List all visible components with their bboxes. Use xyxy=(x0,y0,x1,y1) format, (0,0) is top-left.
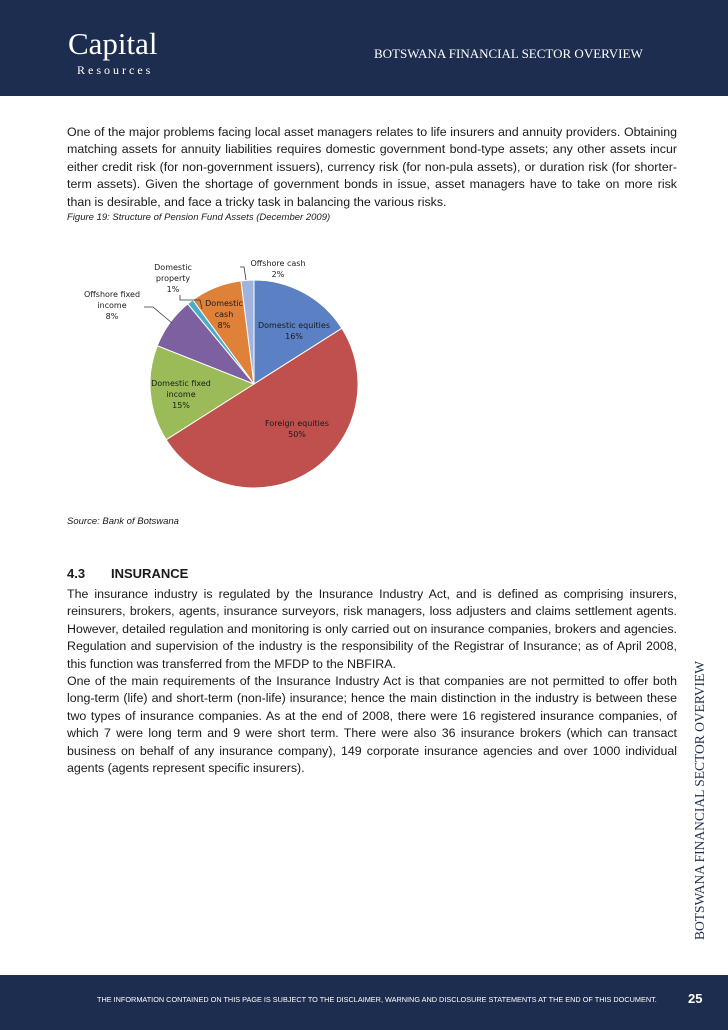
paragraph-insurance-regulation: The insurance industry is regulated by the Insurance Industry Act, and is defined as comprising insurers, reinsurers, brokers, agents, insurance surveyors, risk managers, loss adjusters and claims settlement agents. However, detailed regulation and monitoring is only carried out on insurance companies, brokers and agencies. Regulation and supervision of the industry is the responsibility of the Registrar of Insurance; as of April 2008, this function was transferred from the MFDP to the NBFIRA. xyxy=(67,587,677,671)
logo-wordmark: Capital xyxy=(68,26,158,61)
chart-source: Source: Bank of Botswana xyxy=(67,516,179,527)
paragraph-insurance-requirements: One of the main requirements of the Insurance Industry Act is that companies are not permitted to offer both long-term (life) and short-term (non-life) insurance; hence the main distinction in the industry is between these two types of insurance companies. As at the end of 2008, there were 16 registered insurance companies, of which 7 were long term and 9 were short term. There were also 36 insurance brokers (which can transact business on behalf of any insurance company), 149 corporate insurance agencies and over 1000 individual agents (agents represent specific insurers). xyxy=(67,674,677,776)
figure-caption: Figure 19: Structure of Pension Fund Assets (December 2009) xyxy=(67,212,331,223)
header-title: BOTSWANA FINANCIAL SECTOR OVERVIEW xyxy=(374,46,643,61)
side-running-title: BOTSWANA FINANCIAL SECTOR OVERVIEW xyxy=(692,660,707,940)
pie-label-offshore-cash: Offshore cash 2% xyxy=(250,259,306,279)
pie-label-domestic-cash: Domestic cash 8% xyxy=(205,299,243,330)
pie-label-domestic-equities: Domestic equities 16% xyxy=(258,321,330,341)
pie-label-domestic-property: Domestic property 1% xyxy=(154,263,192,294)
leader-line-offshore-cash xyxy=(240,267,246,280)
leader-line-offshore-fixed xyxy=(144,307,172,323)
pie-label-foreign-equities: Foreign equities 50% xyxy=(265,419,329,439)
footer-disclaimer: THE INFORMATION CONTAINED ON THIS PAGE IS SUBJECT TO THE DISCLAIMER, WARNING AND DISCLOSURE STATEMENTS AT THE END OF THIS DOCUMENT. xyxy=(97,995,657,1004)
section-heading xyxy=(67,566,188,582)
pie-label-domestic-fixed-income: Domestic fixed income 15% xyxy=(151,379,211,410)
logo-subtitle: Resources xyxy=(77,63,154,77)
pie-chart xyxy=(60,245,460,510)
paragraph-asset-managers: One of the major problems facing local asset managers relates to life insurers and annuity providers. Obtaining matching assets for annuity liabilities requires domestic government bond-type assets; any other assets incur either credit risk (for non-government issuers), currency risk (for non-pula assets), or duration risk (for shorter-term assets). Given the shortage of government bonds in issue, asset managers have to take on more risk than is desirable, and face a tricky task in balancing the various risks. xyxy=(67,125,677,209)
pie-label-offshore-fixed-income: Offshore fixed income 8% xyxy=(83,290,141,321)
page-header xyxy=(0,0,728,96)
section-title: INSURANCE xyxy=(111,566,189,581)
section-number: 4.3 xyxy=(67,566,86,581)
page-footer xyxy=(0,975,728,1030)
page-number: 25 xyxy=(688,991,703,1006)
